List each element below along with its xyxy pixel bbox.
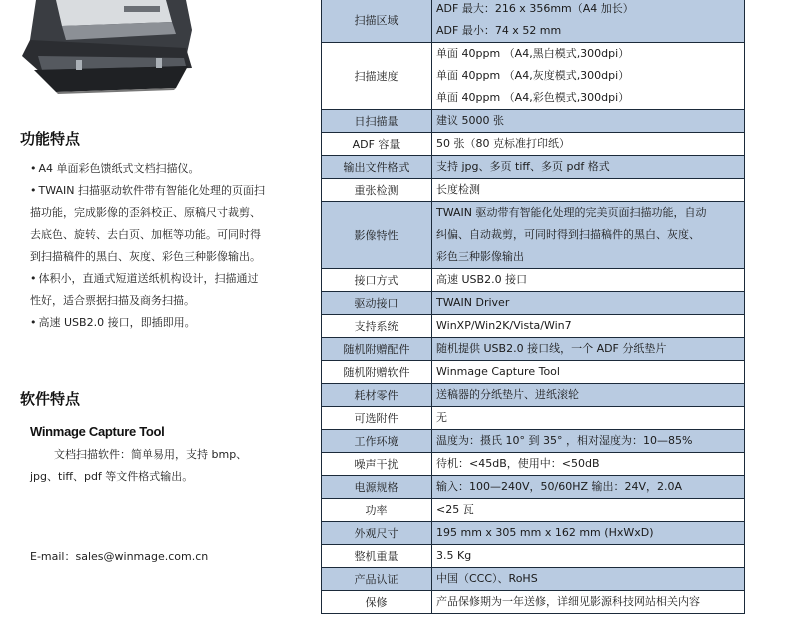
spec-label: 保修: [322, 591, 432, 614]
spec-label: 可选附件: [322, 407, 432, 430]
bullet-icon: •: [30, 184, 37, 197]
spec-value-line: 送稿器的分纸垫片、进纸滚轮: [436, 388, 579, 401]
spec-value-line: 长度检测: [436, 183, 480, 196]
spec-row: [322, 591, 745, 614]
feature-item: [30, 180, 266, 268]
spec-value-line: 无: [436, 411, 447, 424]
spec-value-line: 单面 40ppm （A4,彩色模式,300dpi）: [436, 91, 630, 104]
spec-label: 输出文件格式: [322, 156, 432, 179]
feature-item: [30, 312, 266, 334]
spec-value-line: 支持 jpg、多页 tiff、多页 pdf 格式: [436, 160, 610, 173]
feature-text: TWAIN 扫描驱动软件带有智能化处理的页面扫描功能，完成影像的歪斜校正、原稿尺寸裁剪、去底色、旋转、去白页、加框等功能。可同时得到扫描稿件的黑白、灰度、彩色三种影像输出。: [30, 184, 265, 263]
spec-label: ADF 容量: [322, 133, 432, 156]
spec-value: [432, 430, 745, 453]
spec-label: 外观尺寸: [322, 522, 432, 545]
spec-value: [432, 179, 745, 202]
feature-text: A4 单面彩色馈纸式文档扫描仪。: [38, 162, 200, 175]
spec-value: [432, 545, 745, 568]
spec-value: [432, 384, 745, 407]
spec-label: 接口方式: [322, 269, 432, 292]
spec-label: 随机附赠配件: [322, 338, 432, 361]
spec-value: [432, 292, 745, 315]
bullet-icon: •: [30, 272, 37, 285]
spec-label: 噪声干扰: [322, 453, 432, 476]
spec-row: [322, 110, 745, 133]
spec-row: [322, 179, 745, 202]
spec-label: 支持系统: [322, 315, 432, 338]
scanner-product-image: [16, 0, 196, 96]
spec-value: [432, 499, 745, 522]
software-description: 文档扫描软件：简单易用，支持 bmp、jpg、tiff、pdf 等文件格式输出。: [30, 448, 248, 483]
spec-label: 工作环境: [322, 430, 432, 453]
spec-label: 整机重量: [322, 545, 432, 568]
spec-row: [322, 407, 745, 430]
spec-label: 日扫描量: [322, 110, 432, 133]
spec-value-line: TWAIN Driver: [436, 296, 510, 309]
spec-value: [432, 133, 745, 156]
spec-value-line: 单面 40ppm （A4,灰度模式,300dpi）: [436, 69, 630, 82]
spec-label: 扫描速度: [322, 43, 432, 110]
spec-row: [322, 133, 745, 156]
spec-label: 功率: [322, 499, 432, 522]
spec-row: [322, 202, 745, 269]
spec-value-line: 50 张（80 克标准打印纸）: [436, 137, 570, 150]
spec-value-line: 随机提供 USB2.0 接口线，一个 ADF 分纸垫片: [436, 342, 667, 355]
feature-item: [30, 158, 266, 180]
spec-value: [432, 407, 745, 430]
spec-value-line: 建议 5000 张: [436, 114, 504, 127]
spec-value-line: 高速 USB2.0 接口: [436, 273, 528, 286]
spec-row: [322, 430, 745, 453]
spec-row: [322, 361, 745, 384]
spec-value-line: 纠偏、自动裁剪，可同时得到扫描稿件的黑白、灰度、: [436, 228, 700, 241]
features-list: [30, 158, 266, 334]
spec-row: [322, 384, 745, 407]
spec-row: [322, 0, 745, 43]
spec-value: [432, 269, 745, 292]
spec-row: [322, 338, 745, 361]
spec-value: [432, 43, 745, 110]
spec-value: [432, 476, 745, 499]
spec-label: 扫描区域: [322, 0, 432, 43]
spec-row: [322, 522, 745, 545]
spec-value-line: WinXP/Win2K/Vista/Win7: [436, 319, 572, 332]
spec-value: [432, 522, 745, 545]
spec-value-line: ADF 最大：216 x 356mm（A4 加长）: [436, 2, 634, 15]
spec-label: 产品认证: [322, 568, 432, 591]
spec-value-line: 195 mm x 305 mm x 162 mm (HxWxD): [436, 526, 654, 539]
spec-value-line: 3.5 Kg: [436, 549, 472, 562]
spec-row: [322, 292, 745, 315]
spec-row: [322, 315, 745, 338]
spec-row: [322, 499, 745, 522]
spec-value-line: TWAIN 驱动带有智能化处理的完美页面扫描功能，自动: [436, 206, 707, 219]
spec-value-line: 产品保修期为一年送修，详细见影源科技网站相关内容: [436, 595, 700, 608]
spec-value: [432, 315, 745, 338]
spec-row: [322, 453, 745, 476]
spec-value-line: ADF 最小：74 x 52 mm: [436, 24, 562, 37]
spec-value-line: 输入：100—240V，50/60HZ 输出：24V，2.0A: [436, 480, 683, 493]
spec-value-line: 中国（CCC）、RoHS: [436, 572, 538, 585]
spec-label: 重张检测: [322, 179, 432, 202]
spec-value: [432, 361, 745, 384]
spec-value: [432, 568, 745, 591]
spec-value: [432, 110, 745, 133]
spec-table: [321, 0, 745, 614]
contact-email: E-mail：sales@winmage.com.cn: [30, 550, 209, 563]
spec-value: [432, 156, 745, 179]
spec-label: 随机附赠软件: [322, 361, 432, 384]
spec-value: [432, 338, 745, 361]
spec-label: 驱动接口: [322, 292, 432, 315]
spec-label: 电源规格: [322, 476, 432, 499]
spec-row: [322, 156, 745, 179]
feature-text: 高速 USB2.0 接口，即插即用。: [38, 316, 196, 329]
features-title: 功能特点: [20, 130, 81, 148]
spec-row: [322, 568, 745, 591]
spec-value: [432, 0, 745, 43]
bullet-icon: •: [30, 162, 37, 175]
spec-value-line: <25 瓦: [436, 503, 474, 516]
spec-value-line: Winmage Capture Tool: [436, 365, 560, 378]
spec-value: [432, 202, 745, 269]
software-name: Winmage Capture Tool: [30, 424, 165, 439]
spec-value-line: 待机：<45dB，使用中：<50dB: [436, 457, 600, 470]
spec-row: [322, 476, 745, 499]
feature-text: 体积小，直通式短道送纸机构设计，扫描通过性好，适合票据扫描及商务扫描。: [30, 272, 259, 307]
spec-label: 耗材零件: [322, 384, 432, 407]
bullet-icon: •: [30, 316, 37, 329]
spec-value-line: 温度为：摄氏 10° 到 35° ，相对湿度为：10—85%: [436, 434, 693, 447]
spec-row: [322, 269, 745, 292]
software-title: 软件特点: [20, 390, 81, 408]
spec-row: [322, 545, 745, 568]
spec-row: [322, 43, 745, 110]
spec-value-line: 单面 40ppm （A4,黑白模式,300dpi）: [436, 47, 630, 60]
spec-label: 影像特性: [322, 202, 432, 269]
feature-item: [30, 268, 266, 312]
spec-value: [432, 591, 745, 614]
spec-value-line: 彩色三种影像输出: [436, 250, 524, 263]
spec-value: [432, 453, 745, 476]
